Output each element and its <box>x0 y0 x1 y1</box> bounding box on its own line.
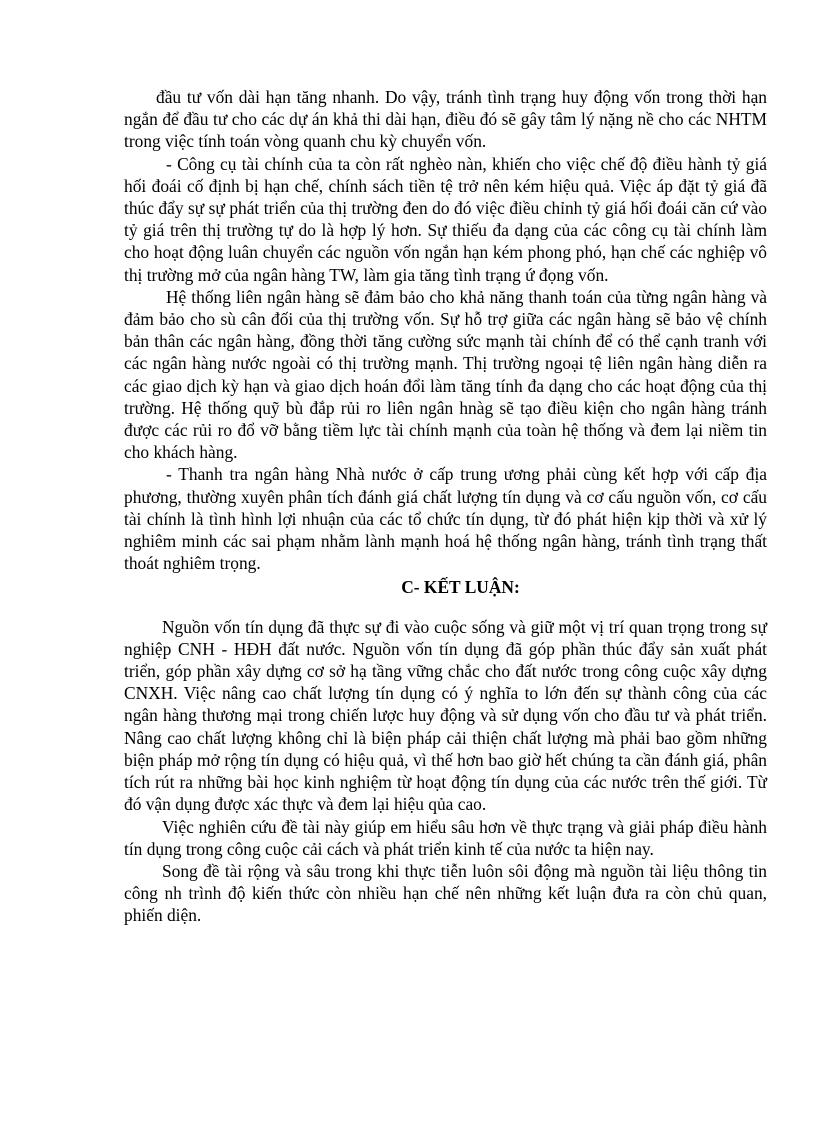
document-body <box>124 86 767 927</box>
paragraph-investment: đầu tư vốn dài hạn tăng nhanh. Do vậy, tránh tình trạng huy động vốn trong thời hạn ngắn để đầu tư cho các dự án khả thi dài hạn, điều đó sẽ gây tâm lý nặng nề cho các NHTM trong việc tính toán vòng quanh chu kỳ chuyển vốn. <box>124 87 767 152</box>
paragraph-conclusion-limitations: Song đề tài rộng và sâu trong khi thực tiễn luôn sôi động mà nguồn tài liệu thông tin công nh trình độ kiến thức còn nhiều hạn chế nên những kết luận đưa ra còn chủ quan, phiến diện. <box>124 860 767 926</box>
section-heading-conclusion: C- KẾT LUẬN: <box>401 577 520 598</box>
paragraph-conclusion-research: Việc nghiên cứu đề tài này giúp em hiểu sâu hơn về thực trạng và giải pháp điều hành tín dụng trong công cuộc cải cách và phát triển kinh tế của nước ta hiện nay. <box>124 816 767 859</box>
paragraph-interbank-system: Hệ thống liên ngân hàng sẽ đảm bảo cho khả năng thanh toán của từng ngân hàng và đảm bảo cho sù cân đối của thị trường vốn. Sự hỗ trợ giữa các ngân hàng sẽ bảo vệ chính bản thân các ngân hàng, đồng thời tăng cường sức mạnh tài chính để có thể cạnh tranh với các ngân hàng nước ngoài có thị trường mạnh. Thị trường ngoại tệ liên ngân hàng diễn ra các giao dịch kỳ hạn và giao dịch hoán đổi làm tăng tính đa dạng cho các hoạt động của thị trường. Hệ thống quỹ bù đắp rủi ro liên ngân hnàg sẽ tạo điều kiện cho ngân hàng tránh được các rủi ro đổ vỡ bằng tiềm lực tài chính mạnh của toàn hệ thống và đem lại niềm tin cho khách hàng. <box>124 286 767 463</box>
paragraph-conclusion-credit: Nguồn vốn tín dụng đã thực sự đi vào cuộc sống và giữ một vị trí quan trọng trong sự nghiệp CNH - HĐH đất nước. Nguồn vốn tín dụng đã góp phần thúc đẩy sản xuất phát triển, góp phần xây dựng cơ sở hạ tầng vững chắc cho đất nước trong công cuộc xây dựng CNXH. Việc nâng cao chất lượng tín dụng có ý nghĩa to lớn đến sự thành công của các ngân hàng thương mại trong chiến lược huy động và sử dụng vốn cho đầu tư và phát triển. Nâng cao chất lượng không chỉ là biện pháp cải thiện chất lượng mà phải bao gồm những biện pháp mở rộng tín dụng có hiệu quả, vì thế hơn bao giờ hết chúng ta cần đánh giá, phân tích rút ra những bài học kinh nghiệm từ hoạt động tín dụng của các nước trên thế giới. Từ đó vận dụng được xác thực và đem lại hiệu qủa cao. <box>124 616 767 815</box>
paragraph-financial-tools: - Công cụ tài chính của ta còn rất nghèo nàn, khiến cho việc chế độ điều hành tỷ giá hối đoái cố định bị hạn chế, chính sách tiền tệ trở nên kém hiệu quả. Việc áp đặt tỷ giá đã thúc đẩy sự sự phát triển của thị trường đen do đó việc điều chỉnh tỷ giá hối đoái căn cứ vào tỷ giá trên thị trường tự do là hợp lý hơn. Sự thiếu đa dạng của các công cụ tài chính làm cho hoạt động luân chuyển các nguồn vốn ngắn hạn kém phong phó, hạn chế các nghiệp vô thị trường mở của ngân hàng TW, làm gia tăng tình trạng ứ đọng vốn. <box>124 153 767 285</box>
paragraph-bank-inspection: - Thanh tra ngân hàng Nhà nước ở cấp trung ương phải cùng kết hợp với cấp địa phương, thường xuyên phân tích đánh giá chất lượng tín dụng và cơ cấu nguồn vốn, cơ cấu tài chính là tình hình lợi nhuận của các tổ chức tín dụng, từ đó phát hiện kịp thời và xử lý nghiêm minh các sai phạm nhằm lành mạnh hoá hệ thống ngân hàng, tránh tình trạng thất thoát nghiêm trọng. <box>124 464 767 574</box>
